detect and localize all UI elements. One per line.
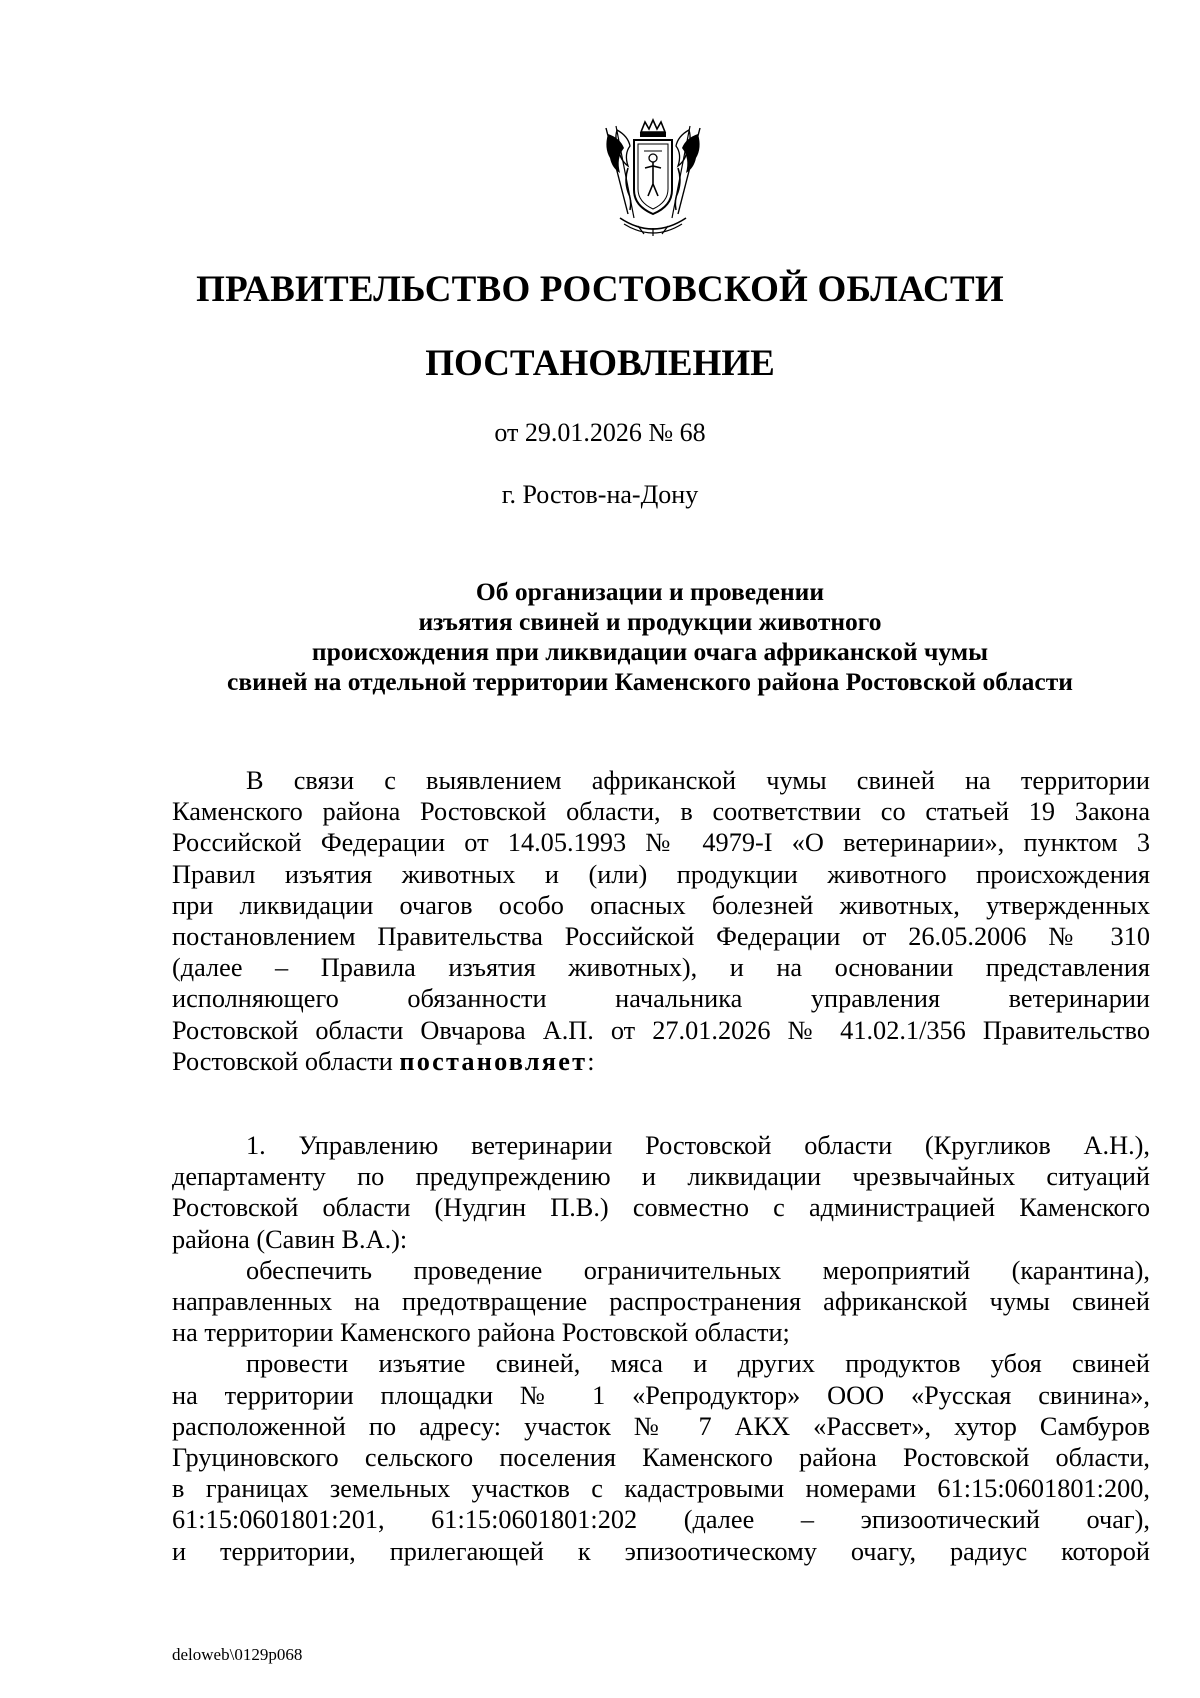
text-line: провести изъятие свиней, мяса и других продуктов убоя свиней	[246, 1349, 1150, 1379]
text-line: на территории Каменского района Ростовской области;	[172, 1318, 790, 1348]
text-line: расположенной по адресу: участок № 7 АКХ «Рассвет», хутор Самбуров	[172, 1411, 1150, 1441]
text-line: Ростовской области (Нудгин П.В.) совместно с администрацией Каменского	[172, 1193, 1150, 1223]
decree-word: постановляет	[399, 1046, 588, 1076]
text-line: 61:15:0601801:201, 61:15:0601801:202 (далее – эпизоотический очаг),	[172, 1505, 1150, 1535]
title-line: изъятия свиней и продукции животного	[418, 607, 882, 636]
text-line: на территории площадки № 1 «Репродуктор» ООО «Русская свинина»,	[172, 1380, 1150, 1410]
text-line: Каменского района Ростовской области, в соответствии со статьей 19 Закона	[172, 797, 1150, 827]
title-line: происхождения при ликвидации очага африканской чумы	[311, 637, 989, 666]
text-line: и территории, прилегающей к эпизоотическому очагу, радиус которой	[172, 1536, 1150, 1566]
text-line: района (Савин В.А.):	[172, 1224, 408, 1254]
text-line: Российской Федерации от 14.05.1993 № 4979-I «О ветеринарии», пунктом 3	[172, 828, 1150, 858]
decree-suffix: :	[587, 1046, 595, 1076]
text-line: направленных на предотвращение распространения африканской чумы свиней	[172, 1287, 1150, 1317]
text-line: постановлением Правительства Российской Федерации от 26.05.2006 № 310	[172, 922, 1150, 952]
document-title	[150, 577, 1150, 697]
text-line: В связи с выявлением африканской чумы свиней на территории	[246, 766, 1150, 795]
document-date-number: от 29.01.2026 № 68	[494, 418, 706, 447]
text-line: исполняющего обязанности начальника управления ветеринарии	[172, 984, 1150, 1014]
item-1-paragraph	[172, 1130, 1150, 1567]
file-reference: deloweb\0129p068	[172, 1645, 303, 1664]
organization-name: ПРАВИТЕЛЬСТВО РОСТОВСКОЙ ОБЛАСТИ	[196, 269, 1004, 310]
text-line: департаменту по предупреждению и ликвидации чрезвычайных ситуаций	[172, 1162, 1150, 1192]
document-type: ПОСТАНОВЛЕНИЕ	[425, 343, 775, 384]
document-city: г. Ростов-на-Дону	[501, 480, 699, 509]
text-line: Правил изъятия животных и (или) продукции животного происхождения	[172, 859, 1150, 889]
text-line: в границах земельных участков с кадастровыми номерами 61:15:0601801:200,	[172, 1474, 1150, 1504]
text-line: обеспечить проведение ограничительных мероприятий (карантина),	[246, 1255, 1150, 1285]
text-line: Ростовской области Овчарова А.П. от 27.01.2026 № 41.02.1/356 Правительство	[172, 1015, 1150, 1045]
decree-prefix: Ростовской области	[172, 1046, 400, 1076]
text-line	[172, 1046, 1150, 1077]
rostov-oblast-coat-of-arms-icon	[598, 118, 708, 238]
text-line: при ликвидации очагов особо опасных болезней животных, утвержденных	[172, 890, 1150, 920]
text-line: 1. Управлению ветеринарии Ростовской области (Кругликов А.Н.),	[246, 1131, 1150, 1160]
preamble-paragraph	[172, 765, 1150, 1077]
text-line: (далее – Правила изъятия животных), и на основании представления	[172, 953, 1150, 983]
title-line: свиней на отдельной территории Каменского района Ростовской области	[227, 667, 1073, 696]
text-line: Груциновского сельского поселения Каменского района Ростовской области,	[172, 1443, 1150, 1473]
title-line: Об организации и проведении	[475, 577, 825, 606]
